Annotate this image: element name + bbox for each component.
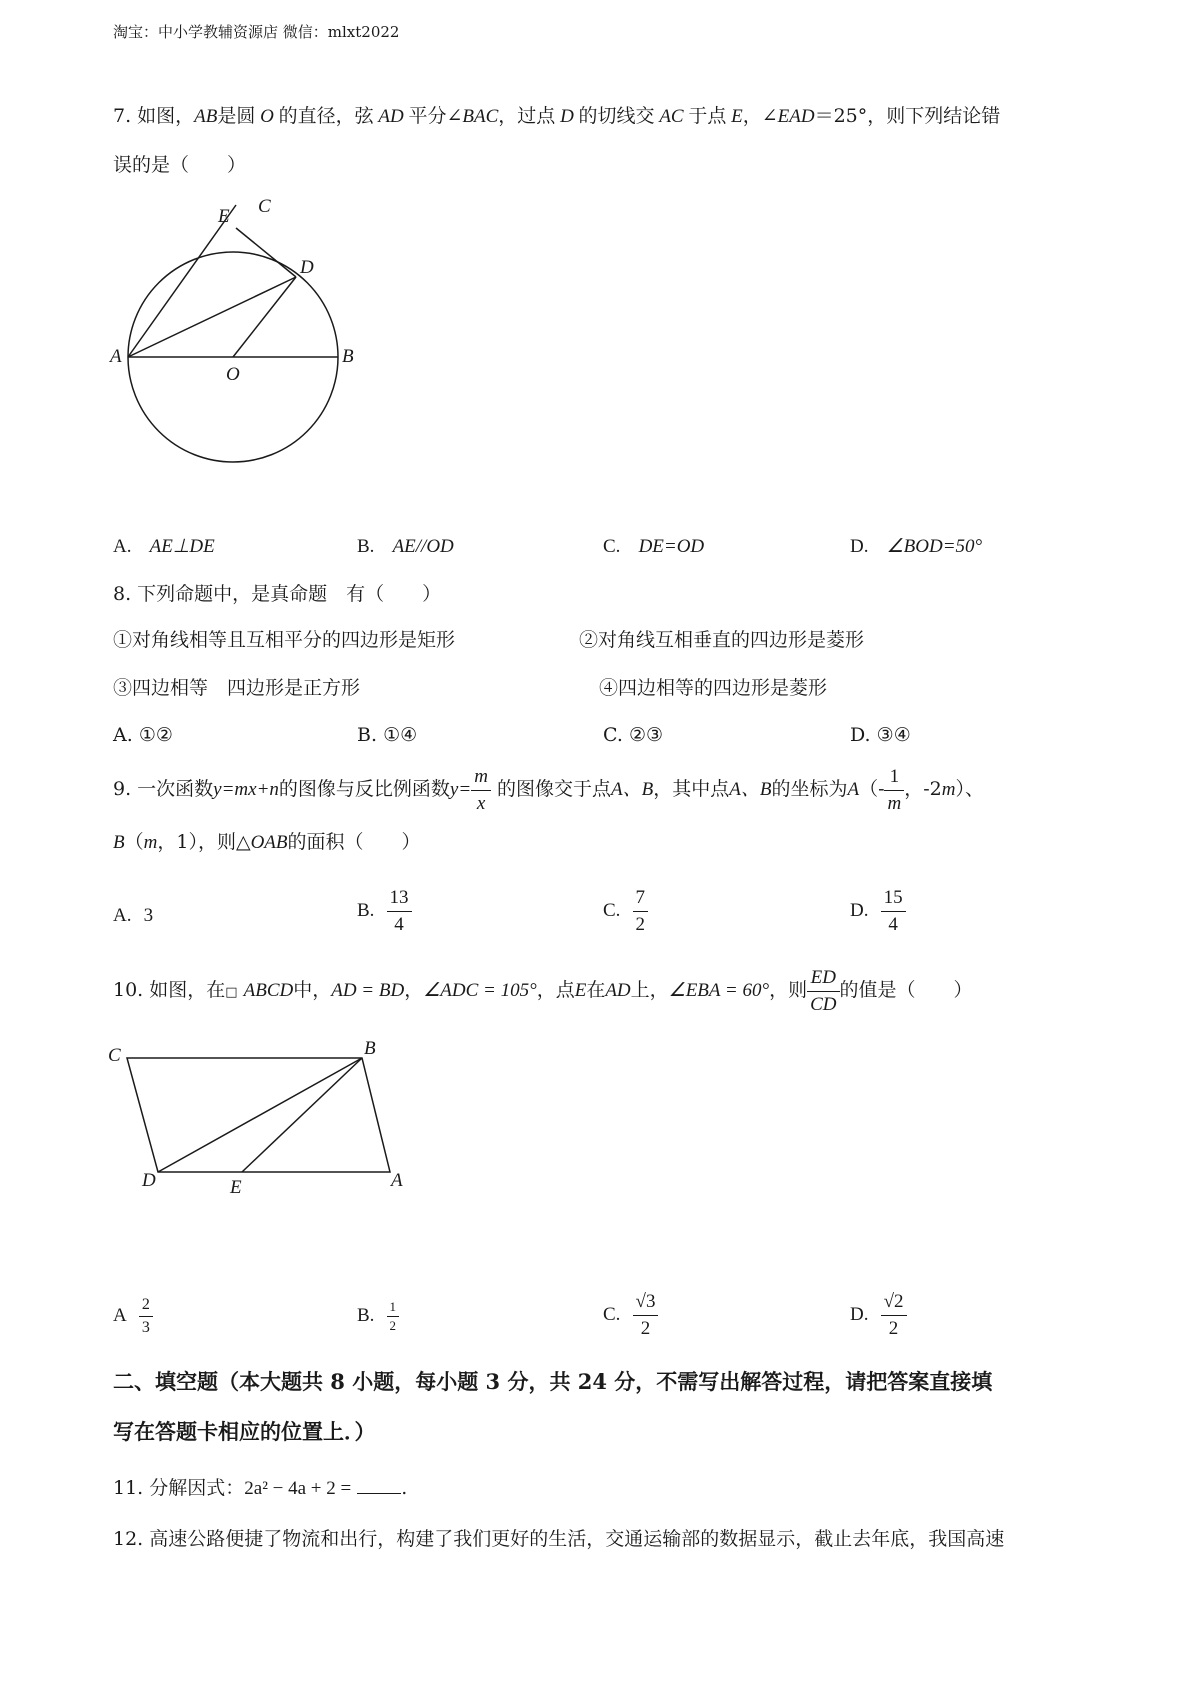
q8-option-a[interactable] [113, 723, 173, 747]
option-letter: A. [113, 724, 133, 746]
q9-text: ）、 [955, 778, 984, 800]
option-fraction: $\frac{15}{4}$ [881, 885, 906, 938]
label-o: O [226, 364, 240, 385]
q7-var: D [555, 106, 579, 127]
q9-point-a: A [847, 779, 860, 800]
q9-text: ，1），则△ [157, 831, 251, 853]
q9-option-a[interactable] [113, 903, 153, 928]
option-fraction: $\frac{√3}{2}$ [633, 1289, 659, 1342]
option-letter: A. [113, 905, 132, 926]
q10-eq: AD = BD [331, 980, 405, 1001]
q7-option-c[interactable] [603, 534, 704, 559]
q7-text: 平分∠ [408, 105, 463, 127]
radius-od [233, 277, 296, 357]
q7-var: BAC [462, 106, 499, 127]
option-letter: C. [603, 536, 621, 557]
option-fraction: $\frac{13}{4}$ [387, 885, 412, 938]
q9-text: ，其中点 [653, 778, 730, 800]
q11-prefix: 11. 分解因式： [113, 1477, 245, 1499]
q9-inv-prefix: y= [449, 779, 472, 800]
page-header: 淘宝：中小学教辅资源店 微信：mlxt2022 [113, 23, 400, 41]
option-letter: D. [850, 1304, 869, 1325]
option-text: ②③ [628, 724, 664, 746]
option-fraction: $\frac{√2}{2}$ [881, 1289, 907, 1342]
option-value: 3 [143, 905, 154, 926]
option-fraction: $\frac{1}{2}$ [387, 1298, 400, 1335]
option-letter: B. [357, 900, 375, 921]
option-letter: B. [357, 724, 378, 746]
q7-text: ，过点 [498, 105, 556, 127]
q10-text: 的值是（ ） [839, 979, 973, 1001]
q7-var: AD [373, 106, 409, 127]
q10-text: 中， [293, 979, 332, 1001]
label-a: A [391, 1170, 403, 1191]
q9-text: （ [124, 831, 144, 853]
q9-text: 的坐标为 [771, 778, 848, 800]
option-fraction: $\frac{2}{3}$ [139, 1294, 153, 1339]
q10-ratio-fraction: $\frac{ED}{CD}$ [807, 965, 839, 1018]
q11 [113, 1475, 407, 1501]
q8-stem: 8. 下列命题中，是真命题 有（ ） [113, 583, 442, 605]
q9-text: （- [859, 778, 885, 800]
q8-prop-2: ②对角线互相垂直的四边形是菱形 [579, 629, 865, 651]
option-letter: A. [113, 536, 132, 557]
label-c: C [258, 196, 271, 217]
answer-blank[interactable] [357, 1475, 401, 1494]
q9-text: 9. 一次函数 [113, 778, 214, 800]
line-ac [128, 205, 236, 357]
q8-option-b[interactable] [357, 723, 417, 747]
option-letter: C. [603, 900, 621, 921]
q7-text: 是圆 [217, 105, 256, 127]
label-d: D [300, 257, 314, 278]
q7-stem-line2: 误的是（ ） [113, 154, 247, 176]
q9-points: A、B [610, 779, 654, 800]
q10-var: ABCD [243, 980, 294, 1001]
q10-option-d[interactable] [850, 1284, 907, 1345]
q10-option-c[interactable] [603, 1284, 658, 1345]
q7-var: AB [194, 106, 218, 127]
q11-expression: 2a² − 4a + 2 = [244, 1478, 352, 1499]
q12-stem: 12. 高速公路便捷了物流和出行，构建了我们更好的生活，交通运输部的数据显示，截止去年底，我国高速 [113, 1528, 1005, 1550]
section-heading-line1: 二、填空题（本大题共 8 小题，每小题 3 分，共 24 分，不需写出解答过程，请把答案直接填 [113, 1369, 993, 1394]
q10-eq: ∠EBA = 60° [668, 980, 770, 1001]
label-b: B [364, 1038, 376, 1059]
q9-text: 的面积（ ） [287, 831, 421, 853]
q10-option-b[interactable] [357, 1290, 399, 1341]
q9-triangle: OAB [250, 832, 288, 853]
q10-stem [113, 963, 973, 1017]
q10-text: 在 [586, 979, 606, 1001]
q7-text: 7. 如图， [113, 105, 195, 127]
option-text: AE//OD [392, 536, 454, 557]
parallelogram-symbol: □ [225, 985, 238, 1000]
q10-var: AD [605, 980, 631, 1001]
label-b: B [342, 346, 354, 367]
q10-text: ， [404, 979, 424, 1001]
option-letter: C. [603, 1304, 621, 1325]
q10-parallelogram-figure [100, 1035, 420, 1205]
q8-option-d[interactable] [850, 723, 911, 747]
label-d: D [142, 1170, 156, 1191]
q7-text: ，∠ [742, 105, 778, 127]
q10-var: E [574, 980, 587, 1001]
q9-option-c[interactable] [603, 883, 648, 938]
option-text: ∠BOD=50° [886, 536, 983, 557]
q7-var: AC [654, 106, 689, 127]
q9-inverse-fraction: $\frac{m}{x}$ [471, 764, 491, 817]
q7-option-b[interactable] [357, 534, 454, 559]
option-letter: C. [603, 724, 623, 746]
q9-option-b[interactable] [357, 883, 412, 938]
q10-text: ，点 [536, 979, 575, 1001]
q9-linear: y=mx+n [213, 779, 279, 800]
option-letter: A [113, 1305, 127, 1326]
q7-text: 的切线交 [578, 105, 655, 127]
option-letter: B. [357, 536, 375, 557]
q9-points: A、B [729, 779, 772, 800]
option-letter: D. [850, 536, 869, 557]
q11-end: . [401, 1477, 408, 1499]
section-heading-line2: 写在答题卡相应的位置上．） [113, 1419, 376, 1444]
q8-prop-1: ①对角线相等且互相平分的四边形是矩形 [113, 629, 456, 651]
q9-var: m [941, 779, 956, 800]
option-text: AE⊥DE [149, 536, 215, 557]
option-text: ①④ [383, 724, 418, 746]
label-c: C [108, 1045, 121, 1066]
label-e: E [218, 206, 230, 227]
q9-text: ，-2 [904, 778, 942, 800]
q8-option-c[interactable] [603, 723, 663, 747]
q9-point-b: B [113, 832, 125, 853]
q7-var: EAD [777, 106, 815, 127]
q7-option-a[interactable] [113, 534, 215, 559]
q7-text: 的直径，弦 [278, 105, 374, 127]
q7-option-d[interactable] [850, 534, 982, 559]
q7-text: ＝25°，则下列结论错 [814, 105, 1001, 127]
label-a: A [110, 346, 122, 367]
option-text: DE=OD [638, 536, 705, 557]
q9-a-fraction: $\frac{1}{m}$ [884, 764, 904, 817]
q8-prop-4: ④四边相等的四边形是菱形 [599, 677, 828, 699]
option-text: ③④ [876, 724, 911, 746]
option-letter: D. [850, 900, 869, 921]
q8-prop-3: ③四边相等 四边形是正方形 [113, 677, 361, 699]
q9-option-d[interactable] [850, 883, 906, 938]
q9-var: m [143, 832, 158, 853]
q10-eq: ∠ADC = 105° [423, 980, 537, 1001]
q10-option-a[interactable] [113, 1290, 153, 1341]
option-letter: D. [850, 724, 871, 746]
q7-circle-figure [100, 190, 380, 490]
q9-text: 的图像与反比例函数 [278, 778, 450, 800]
q9-stem-line2 [113, 830, 421, 855]
q9-text: 的图像交于点 [496, 778, 611, 800]
q10-text: 上， [630, 979, 669, 1001]
option-fraction: $\frac{7}{2}$ [633, 885, 649, 938]
label-e: E [230, 1177, 242, 1198]
q10-text: ，则 [769, 979, 808, 1001]
q7-var: O [255, 106, 279, 127]
option-letter: B. [357, 1305, 375, 1326]
q9-stem-line1 [113, 762, 984, 816]
q7-text: 于点 [688, 105, 727, 127]
q7-var: E [726, 106, 743, 127]
q7-stem-line1 [113, 104, 1000, 129]
q10-text: 10. 如图，在 [113, 979, 226, 1001]
option-text: ①② [138, 724, 173, 746]
